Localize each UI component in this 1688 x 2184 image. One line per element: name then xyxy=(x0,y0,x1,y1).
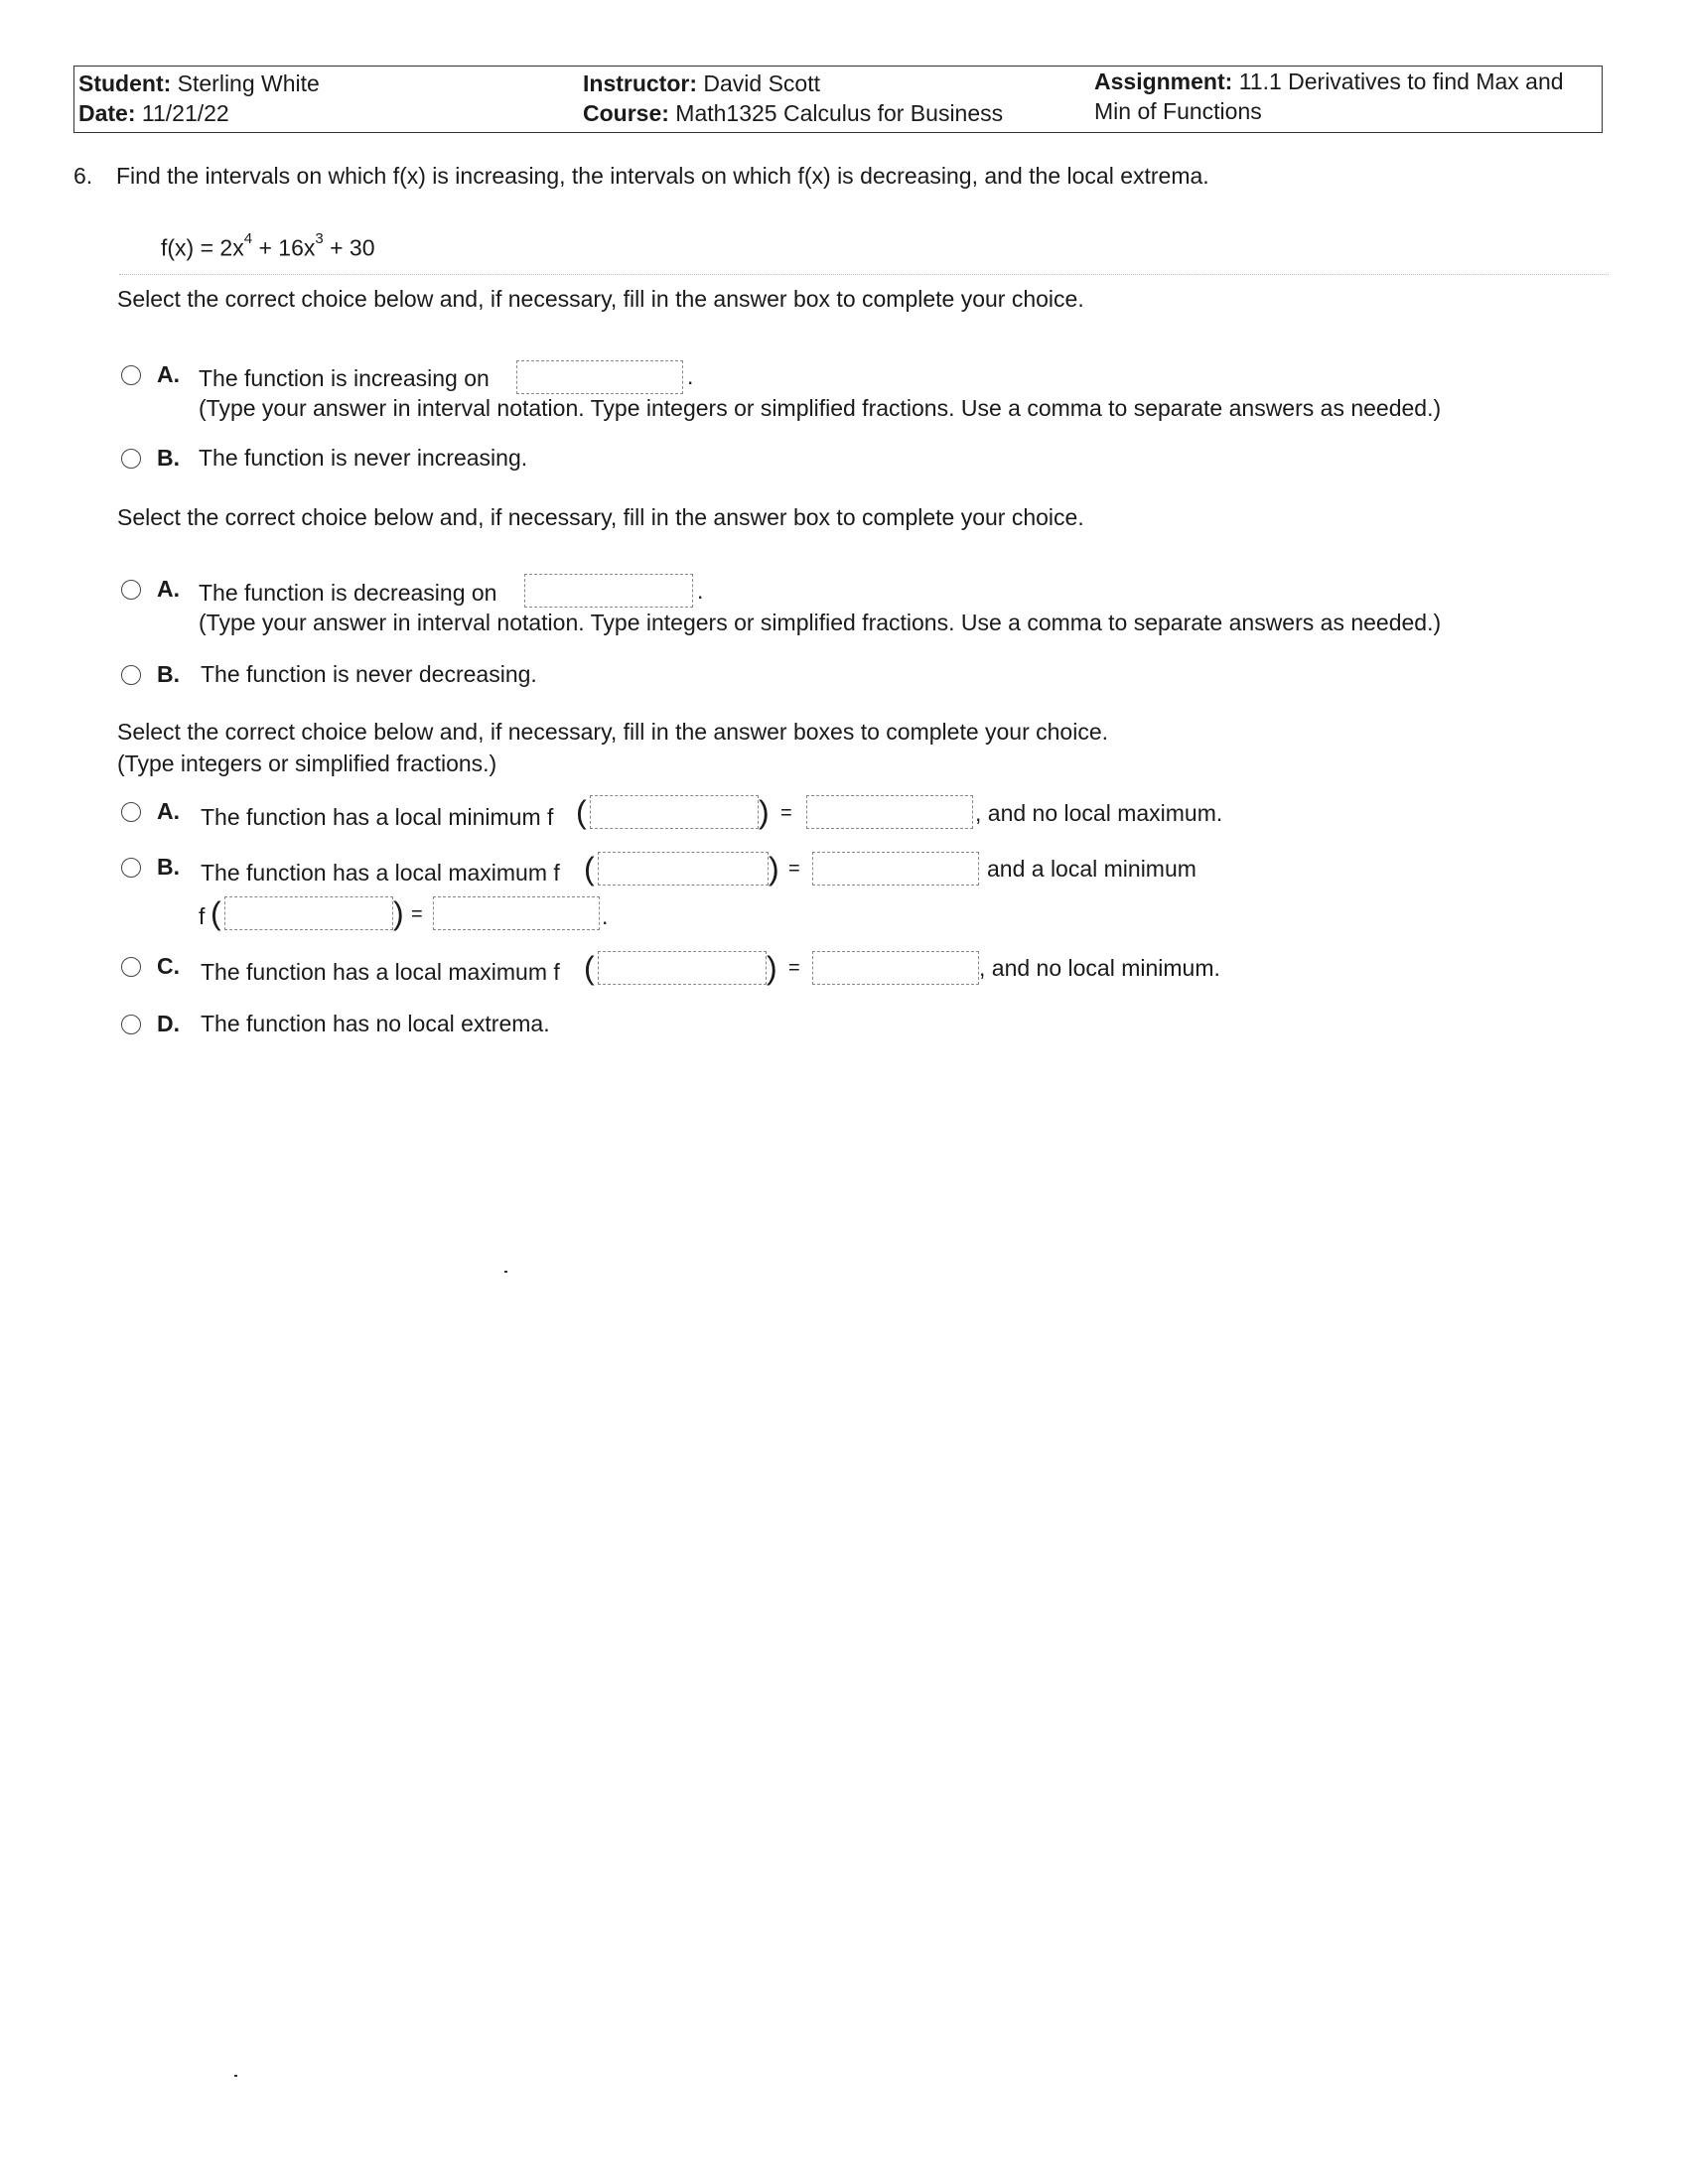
part2-choice-a-radio[interactable] xyxy=(121,580,141,600)
part2-choice-a-letter: A. xyxy=(157,576,180,602)
part2-choice-a-text: The function is decreasing on xyxy=(199,580,497,606)
local-min-value-input[interactable] xyxy=(806,795,973,829)
local-max-x-input[interactable] xyxy=(598,852,769,886)
open-paren: ( xyxy=(576,794,587,830)
part2-choice-b-radio[interactable] xyxy=(121,665,141,685)
close-paren: ) xyxy=(759,794,770,830)
close-paren: ) xyxy=(767,950,777,986)
part3-choice-c-radio[interactable] xyxy=(121,957,141,977)
part3-choice-a-text: The function has a local minimum f xyxy=(201,804,554,830)
local-max-value-input[interactable] xyxy=(812,852,979,886)
instructor-field: Instructor: David Scott xyxy=(583,70,820,96)
assignment-field-line2: Min of Functions xyxy=(1094,98,1262,124)
period: . xyxy=(602,903,609,929)
part3-choice-d-letter: D. xyxy=(157,1011,180,1036)
divider xyxy=(119,274,1609,275)
part3-choice-d-radio[interactable] xyxy=(121,1015,141,1034)
part1-choice-b-letter: B. xyxy=(157,445,180,471)
part2-choice-b-text: The function is never decreasing. xyxy=(201,661,537,687)
part3-choice-c-tail: , and no local minimum. xyxy=(979,955,1220,981)
question-prompt: Find the intervals on which f(x) is increasing, the intervals on which f(x) is decreasing, and the local extrema. xyxy=(116,163,1209,189)
local-max-value-input-c[interactable] xyxy=(812,951,979,985)
local-min-x-input[interactable] xyxy=(590,795,759,829)
part1-choice-a-letter: A. xyxy=(157,361,180,387)
scan-speck xyxy=(504,1271,507,1273)
part1-choice-a-radio[interactable] xyxy=(121,365,141,385)
part2-choice-b-letter: B. xyxy=(157,661,180,687)
student-field: Student: Sterling White xyxy=(78,70,320,96)
open-paren: ( xyxy=(211,895,221,931)
part3-choice-c-letter: C. xyxy=(157,953,180,979)
part2-choice-a-hint: (Type your answer in interval notation. Type integers or simplified fractions. Use a comma to separate answers as needed.) xyxy=(199,610,1442,635)
part1-choice-b-text: The function is never increasing. xyxy=(199,445,528,471)
equals-sign: = xyxy=(780,802,792,824)
close-paren: ) xyxy=(769,851,779,887)
local-min-x-input-b[interactable] xyxy=(224,896,393,930)
part1-instruction: Select the correct choice below and, if necessary, fill in the answer box to complete your choice. xyxy=(117,286,1084,312)
close-paren: ) xyxy=(393,895,404,931)
part3-choice-a-radio[interactable] xyxy=(121,802,141,822)
decreasing-interval-input[interactable] xyxy=(524,574,693,608)
part3-choice-a-letter: A. xyxy=(157,798,180,824)
part3-choice-b-letter: B. xyxy=(157,854,180,880)
part3-instruction-2: (Type integers or simplified fractions.) xyxy=(117,751,497,776)
scan-speck xyxy=(234,2075,237,2077)
part3-choice-b-text: The function has a local maximum f xyxy=(201,860,560,886)
part3-choice-d-text: The function has no local extrema. xyxy=(201,1011,550,1036)
equals-sign: = xyxy=(788,858,800,880)
equals-sign: = xyxy=(411,903,423,925)
question-number: 6. xyxy=(73,163,93,189)
assignment-field: Assignment: 11.1 Derivatives to find Max and xyxy=(1094,68,1564,94)
part3-choice-b-tail: and a local minimum xyxy=(987,856,1196,882)
part3-choice-c-text: The function has a local maximum f xyxy=(201,959,560,985)
equals-sign: = xyxy=(788,957,800,979)
part3-choice-b-radio[interactable] xyxy=(121,858,141,878)
period: . xyxy=(697,578,704,604)
increasing-interval-input[interactable] xyxy=(516,360,683,394)
b-f-label: f xyxy=(199,903,206,929)
period: . xyxy=(687,363,694,389)
part3-choice-a-tail: , and no local maximum. xyxy=(975,800,1223,826)
open-paren: ( xyxy=(584,950,595,986)
part1-choice-a-text: The function is increasing on xyxy=(199,365,490,391)
open-paren: ( xyxy=(584,851,595,887)
part2-instruction: Select the correct choice below and, if necessary, fill in the answer box to complete your choice. xyxy=(117,504,1084,530)
part1-choice-a-hint: (Type your answer in interval notation. Type integers or simplified fractions. Use a comma to separate answers as needed.) xyxy=(199,395,1442,421)
local-min-value-input-b[interactable] xyxy=(433,896,600,930)
course-field: Course: Math1325 Calculus for Business xyxy=(583,100,1004,126)
assignment-header xyxy=(73,66,1603,133)
part3-instruction: Select the correct choice below and, if necessary, fill in the answer boxes to complete your choice. xyxy=(117,719,1109,745)
date-field: Date: 11/21/22 xyxy=(78,100,229,126)
local-max-x-input-c[interactable] xyxy=(598,951,767,985)
part1-choice-b-radio[interactable] xyxy=(121,449,141,469)
function-expression: $f(x) = 2x^4 + 16x^3 + 30$ xyxy=(161,230,375,261)
